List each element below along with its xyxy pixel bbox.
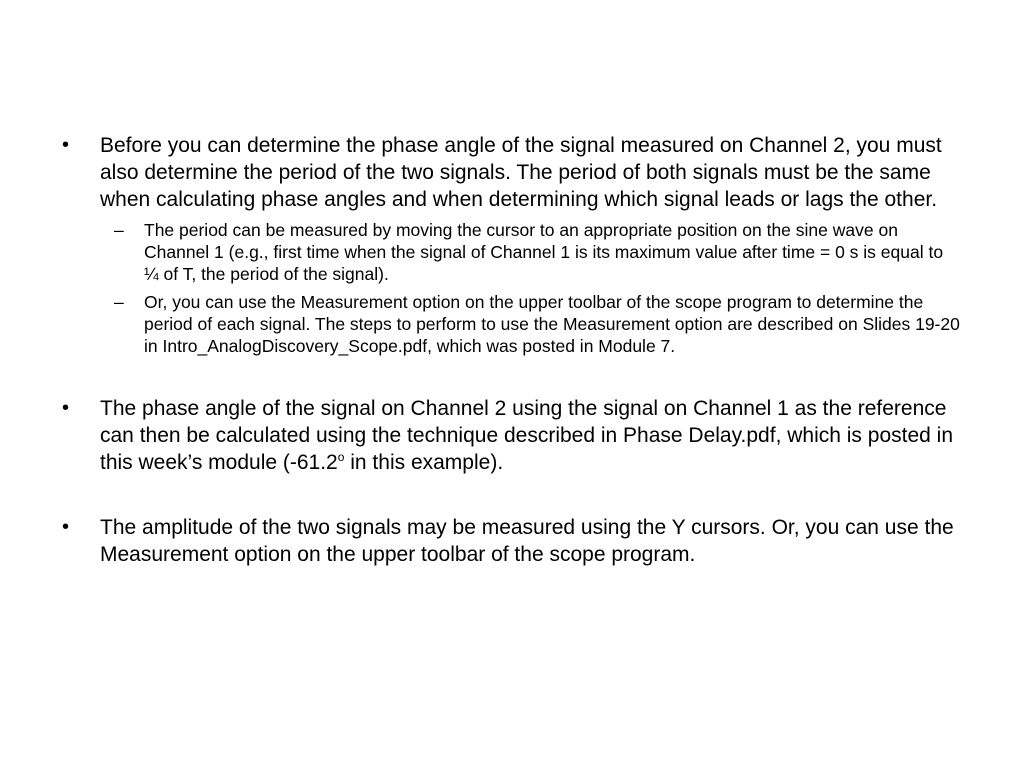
bullet-marker: • [62,397,70,419]
bullet-marker: • [62,134,70,156]
bullet-marker: • [62,516,70,538]
sub-bullet-marker: – [114,220,124,240]
bullet-text-part: in this example). [344,451,504,474]
sub-bullet-list [114,219,962,357]
sub-bullet-item [114,291,962,357]
bullet-item [62,395,962,476]
bullet-text: The amplitude of the two signals may be measured using the Y cursors. Or, you can use the Measurement option on the upper toolbar of the scope program. [100,516,954,566]
sub-bullet-text: The period can be measured by moving the cursor to an appropriate position on the sine wave on Channel 1 (e.g., first time when the signal of Channel 1 is its maximum value after time = 0 s is equal to ¼ of T, the period of the signal). [144,220,944,284]
sub-bullet-item [114,219,962,285]
spacer [62,363,962,395]
bullet-item [62,132,962,213]
sub-bullet-marker: – [114,292,124,312]
bullet-item [62,514,962,568]
slide-body [62,132,962,568]
sub-bullet-text: Or, you can use the Measurement option on the upper toolbar of the scope program to determine the period of each signal. The steps to perform to use the Measurement option are described on Slides 19-20 in Intro_AnalogDiscovery_Scope.pdf, which was posted in Module 7. [144,292,960,356]
bullet-text-part: The phase angle of the signal on Channel 2 using the signal on Channel 1 as the reference can then be calculated using the technique described in Phase Delay.pdf, which is posted in this week’s module (-61.2 [100,397,953,474]
bullet-text: Before you can determine the phase angle of the signal measured on Channel 2, you must also determine the period of the two signals. The period of both signals must be the same when calculating phase angles and when determining which signal leads or lags the other. [100,134,942,211]
spacer [62,476,962,514]
bullet-text [100,395,962,476]
degree-superscript: o [337,450,345,464]
